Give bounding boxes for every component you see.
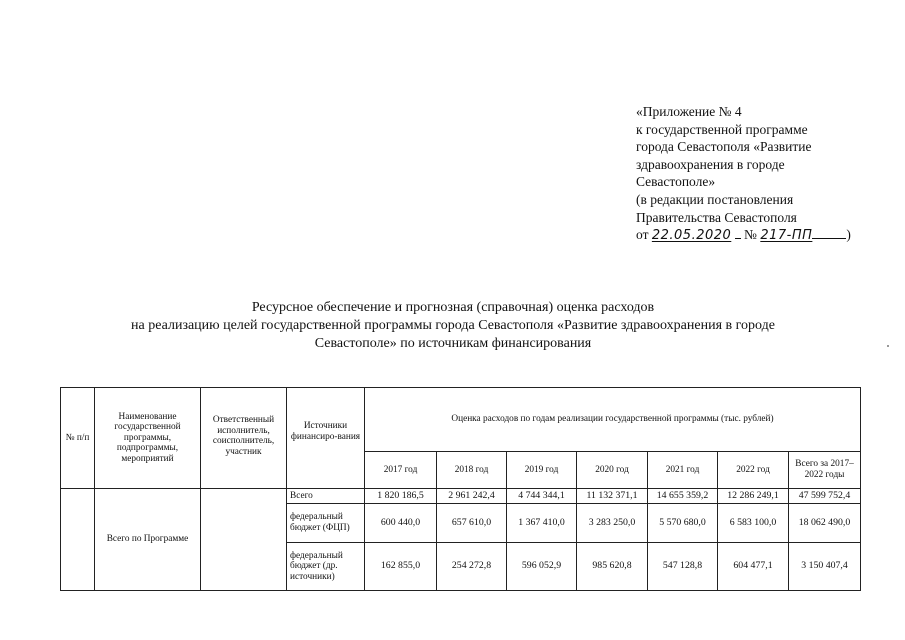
title-line: на реализацию целей государственной программы города Севастополя «Развитие здравоохранения в городе — [131, 317, 775, 333]
header-num: № п/п — [61, 388, 95, 489]
header-name: Наименование государственной программы, подпрограммы, мероприятий — [95, 388, 201, 489]
value-cell: 11 132 371,1 — [577, 489, 648, 504]
value-cell: 14 655 359,2 — [648, 489, 718, 504]
value-cell: 4 744 344,1 — [507, 489, 577, 504]
row-num-cell — [61, 489, 95, 591]
value-cell: 985 620,8 — [577, 543, 648, 591]
appendix-line: Севастополе» — [636, 174, 716, 190]
value-cell: 657 610,0 — [437, 504, 507, 543]
value-cell: 604 477,1 — [718, 543, 789, 591]
table-row — [61, 489, 861, 504]
value-cell: 596 052,9 — [507, 543, 577, 591]
number-prefix: № — [744, 227, 757, 243]
appendix-line: (в редакции постановления — [636, 191, 794, 207]
value-cell: 547 128,8 — [648, 543, 718, 591]
header-estimate: Оценка расходов по годам реализации государственной программы (тыс. рублей) — [365, 388, 861, 452]
value-cell: 3 150 407,4 — [789, 543, 861, 591]
handwritten-date: 22.05.2020 — [651, 228, 732, 244]
value-cell: 18 062 490,0 — [789, 504, 861, 543]
appendix-line: здравоохранения в городе — [636, 156, 785, 172]
header-year: 2021 год — [648, 452, 718, 489]
title-line: Ресурсное обеспечение и прогнозная (справочная) оценка расходов — [251, 300, 655, 315]
appendix-line: Правительства Севастополя — [636, 209, 797, 225]
source-cell: федеральный бюджет (ФЦП) — [287, 504, 365, 543]
document-title — [60, 299, 846, 352]
handwritten-number: 217-ПП — [760, 228, 813, 244]
date-prefix: от — [636, 227, 649, 243]
value-cell: 2 961 242,4 — [437, 489, 507, 504]
date-underline — [735, 227, 741, 239]
header-row — [61, 388, 861, 452]
value-cell: 162 855,0 — [365, 543, 437, 591]
value-cell: 5 570 680,0 — [648, 504, 718, 543]
appendix-line: к государственной программе — [636, 121, 808, 137]
value-cell: 254 272,8 — [437, 543, 507, 591]
source-cell: Всего — [287, 489, 365, 504]
title-line: Севастополе» по источникам финансирования — [314, 335, 592, 351]
appendix-block — [636, 103, 886, 245]
executor-cell — [201, 489, 287, 591]
header-year: 2019 год — [507, 452, 577, 489]
header-year: 2020 год — [577, 452, 648, 489]
header-year-total: Всего за 2017–2022 годы — [789, 452, 861, 489]
scan-speck — [887, 345, 889, 347]
resource-table — [60, 387, 861, 591]
value-cell: 6 583 100,0 — [718, 504, 789, 543]
header-sources: Источники финансиро-вания — [287, 388, 365, 489]
value-cell: 47 599 752,4 — [789, 489, 861, 504]
header-executor: Ответственный исполнитель, соисполнитель, участник — [201, 388, 287, 489]
source-cell: федеральный бюджет (др. источники) — [287, 543, 365, 591]
header-year: 2018 год — [437, 452, 507, 489]
header-year: 2017 год — [365, 452, 437, 489]
group-label: Всего по Программе — [95, 489, 201, 591]
appendix-line: города Севастополя «Развитие — [636, 139, 812, 155]
appendix-line: «Приложение № 4 — [636, 104, 742, 119]
value-cell: 3 283 250,0 — [577, 504, 648, 543]
appendix-date-line — [636, 226, 886, 245]
number-underline — [812, 227, 846, 239]
value-cell: 1 820 186,5 — [365, 489, 437, 504]
value-cell: 600 440,0 — [365, 504, 437, 543]
value-cell: 12 286 249,1 — [718, 489, 789, 504]
value-cell: 1 367 410,0 — [507, 504, 577, 543]
closing-paren: ) — [846, 227, 851, 243]
header-year: 2022 год — [718, 452, 789, 489]
